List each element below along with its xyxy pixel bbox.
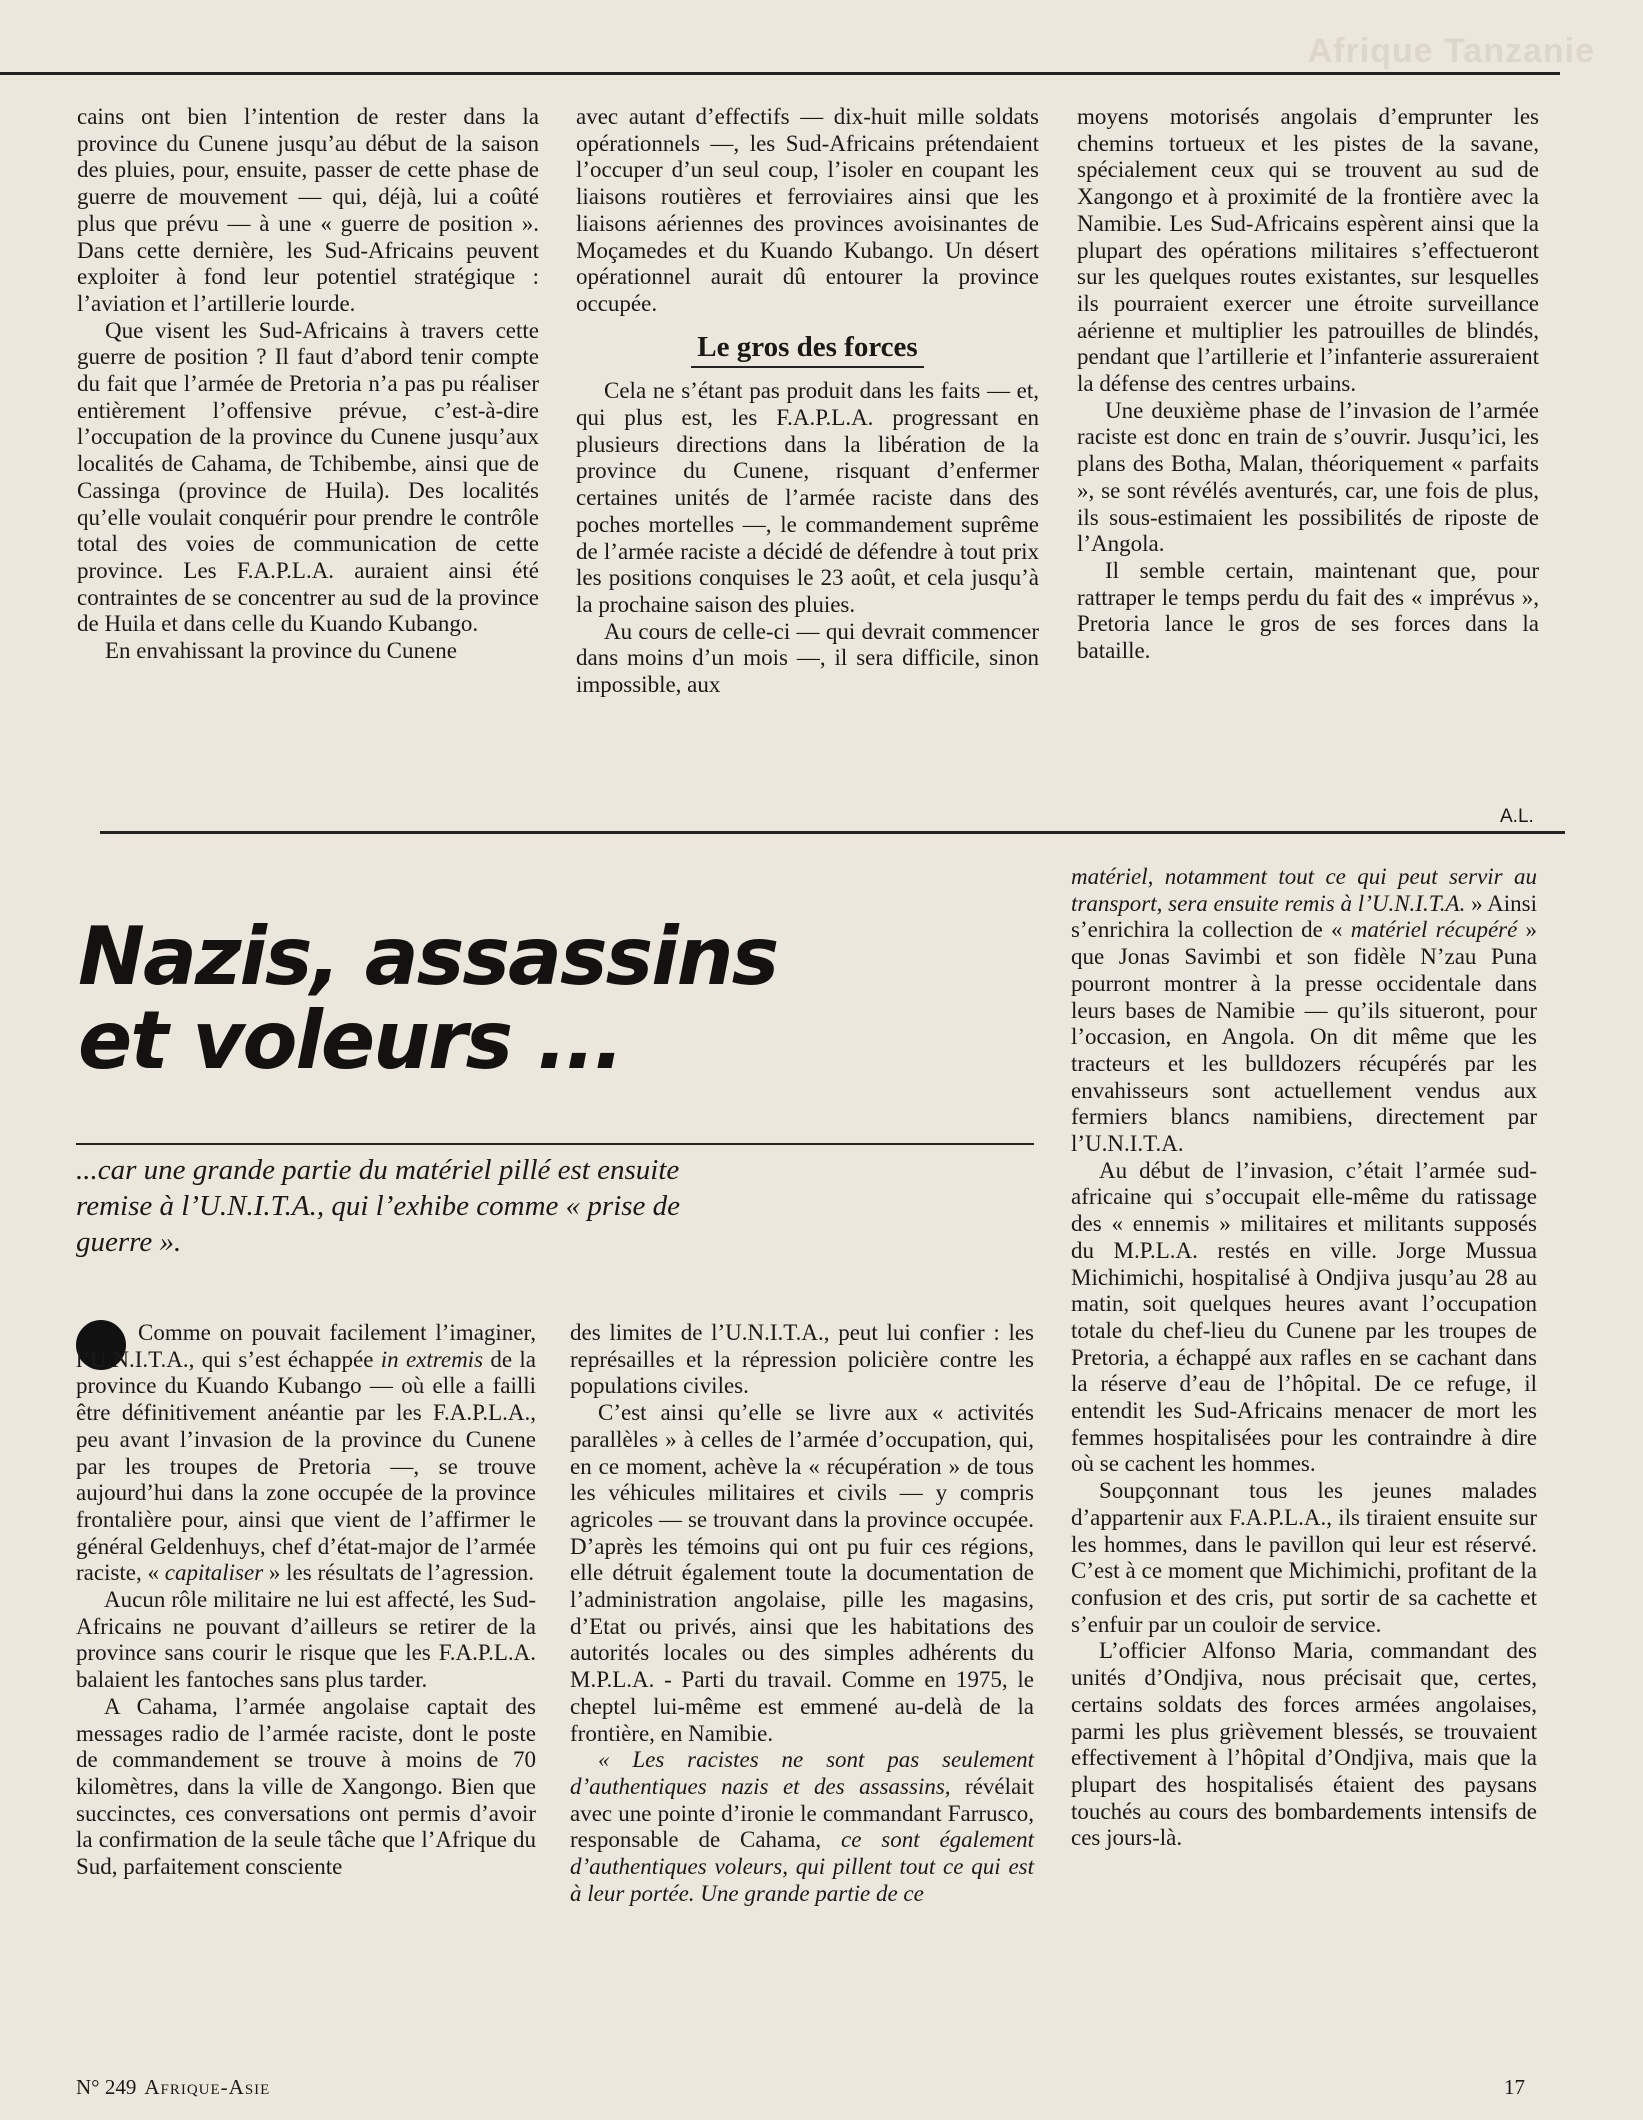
quote-paragraph xyxy=(570,1747,1034,1907)
italic-run: matériel, notamment tout ce qui peut servir au transport, sera ensuite remis à l’U.N.I.T.A. xyxy=(1071,864,1537,916)
text-run: de la province du Kuando Kubango — où elle a failli être définitivement anéantie par les F.A.P.L.A., peu avant l’invasion de la province du Cunene par les troupes de Pretoria —, se trouve aujourd’hui dans la zone occupée de la province frontalière pour, ainsi que vient de l’affirmer le général Geldenhuys, chef d’état-major de l’armée raciste, « xyxy=(76,1346,536,1586)
text-run: » les résultats de l’agression. xyxy=(263,1560,534,1586)
paragraph: Il semble certain, maintenant que, pour rattraper le temps perdu du fait des « imprévus », Pretoria lance le gros de ses forces dans la bataille. xyxy=(1077,557,1539,664)
italic-run: ce sont également d’authentiques voleurs, qui pillent tout ce qui est à leur portée. Une grande partie de ce xyxy=(570,1827,1034,1906)
article-deck: ...car une grande partie du matériel pillé est ensuite remise à l’U.N.I.T.A., qui l’exhibe comme « prise de guerre ». xyxy=(76,1154,681,1258)
top-rule xyxy=(0,72,1560,75)
italic-run: matériel récupéré xyxy=(1350,917,1518,943)
italic-run: capitaliser xyxy=(164,1560,264,1586)
text-run: révélait avec une pointe d’ironie le commandant Farrusco, responsable de Cahama, xyxy=(570,1773,1034,1853)
subheading xyxy=(576,330,1039,369)
paragraph: avec autant d’effectifs — dix-huit mille soldats opérationnels —, les Sud-Africains prétendaient l’occuper d’un seul coup, l’isoler en coupant les liaisons routières et ferroviaires ainsi que les liaisons aériennes des provinces avoisinantes de Moçamedes et du Kuando Kubango. Un désert opérationnel aurait dû entourer la province occupée. xyxy=(576,104,1039,316)
subheading-text: Le gros des forces xyxy=(691,334,923,369)
text-run: » Ainsi s’enrichira la collection de « xyxy=(1071,890,1537,943)
paragraph: Cela ne s’étant pas produit dans les faits — et, qui plus est, les F.A.P.L.A. progressant en plusieurs directions dans la libération de la province du Cunene, risquant d’enfermer certaines unités de l’armée raciste dans des poches mortelles —, le commandement suprême de l’armée raciste a décidé de défendre à tout prix les positions conquises le 23 août, et cela jusqu’à la prochaine saison des pluies. xyxy=(576,378,1039,617)
article-headline: Nazis, assassins et voleurs ... xyxy=(78,910,778,1087)
article2-column-2 xyxy=(570,1320,1034,1907)
italic-run: in extremis xyxy=(380,1346,484,1372)
paragraph: Au début de l’invasion, c’était l’armée sud-africaine qui s’occupait elle-même du ratissage des « ennemis » militaires et militants supposés du M.P.L.A. restés en ville. Jorge Mussua Michimichi, hospitalisé à Ondjiva jusqu’au 28 au matin, soit quelques heures avant l’occupation totale du chef-lieu du Cunene par les troupes de Pretoria, a échappé aux rafles en se cachant dans la réserve d’eau de l’hôpital. De ce refuge, il entendit les Sud-Africains menacer de mort les femmes hospitalisées pour les contraindre à dire où se cachent les hommes. xyxy=(1071,1157,1537,1477)
section-rule xyxy=(100,831,1565,834)
paragraph: moyens motorisés angolais d’emprunter les chemins tortueux et les pistes de la savane, spécialement ceux qui se trouvent au sud de Xangongo et à proximité de la frontière avec la Namibie. Les Sud-Africains espèrent ainsi que la plupart des opérations militaires s’effectueront sur les quelques routes existantes, sur lesquelles ils pourraient exercer une étroite surveillance aérienne et multiplier les patrouilles de blindés, pendant que l’artillerie et l’infanterie assureraient la défense des centres urbains. xyxy=(1077,104,1539,397)
article1-column-1 xyxy=(77,104,539,665)
paragraph: C’est ainsi qu’elle se livre aux « activités parallèles » à celles de l’armée d’occupation, qui, en ce moment, achève la « récupération » de tous les véhicules militaires et civils — y compris agricoles — se trouvant dans la province occupée. D’après les témoins qui ont pu fuir ces régions, elle détruit également toute la documentation de l’administration angolaise, pille les magasins, d’Etat ou privés, ainsi que les habitations des autorités locales ou des simples adhérents du M.P.L.A. - Parti du travail. Comme en 1975, le cheptel lui-même est emmené au-delà de la frontière, en Namibie. xyxy=(570,1400,1034,1746)
paragraph: A Cahama, l’armée angolaise captait des messages radio de l’armée raciste, dont le poste de commandement se trouve à moins de 70 kilomètres, dans la ville de Xangongo. Bien que succinctes, ces conversations ont permis d’avoir la confirmation de la seule tâche que l’Afrique du Sud, parfaitement consciente xyxy=(76,1693,536,1880)
publication-name: Afrique-Asie xyxy=(144,2075,271,2099)
article2-column-1 xyxy=(76,1320,536,1881)
paragraph: des limites de l’U.N.I.T.A., peut lui confier : les représailles et la répression policière contre les populations civiles. xyxy=(570,1320,1034,1399)
italic-run: « Les racistes ne sont pas seulement d’authentiques nazis et des assassins, xyxy=(570,1747,1034,1799)
text-run: » que Jonas Savimbi et son fidèle N’zau Puna pourront montrer à la presse occidentale dans leurs bases de Namibie — qu’ils situeront, pour l’occasion, en Angola. On dit même que les tracteurs et les bulldozers récupérés par les envahisseurs sont actuellement vendus aux fermiers blancs namibiens, directement par l’U.N.I.T.A. xyxy=(1071,917,1538,1157)
deck-rule xyxy=(76,1143,1034,1145)
paragraph: L’officier Alfonso Maria, commandant des unités d’Ondjiva, nous précisait que, certes, certains soldats des forces armées angolaises, parmi les plus grièvement blessés, se trouvaient effectivement à l’hôpital d’Ondjiva, mais que la plupart des hospitalisés étaient des paysans touchés au cours des bombardements intensifs de ces jours-là. xyxy=(1071,1638,1537,1851)
paragraph: Aucun rôle militaire ne lui est affecté, les Sud-Africains ne pouvant d’ailleurs se retirer de la province sans courir le risque que les F.A.P.L.A. balaient les fantoches sans plus tarder. xyxy=(76,1587,536,1693)
paragraph xyxy=(1071,864,1537,1158)
page-number: 17 xyxy=(1504,2075,1525,2099)
paragraph: En envahissant la province du Cunene xyxy=(105,638,457,664)
lead-paragraph xyxy=(76,1320,536,1587)
author-signature: A.L. xyxy=(1500,806,1534,827)
paragraph: Que visent les Sud-Africains à travers cette guerre de position ? Il faut d’abord tenir compte du fait que l’armée de Pretoria n’a pas pu réaliser entièrement l’offensive prévue, c’est-à-dire l’occupation de la province du Cunene jusqu’aux localités de Cahama, de Tchibembe, ainsi que de Cassinga (province de Huila). Des localités qu’elle voulait conquérir pour prendre le contrôle total des voies de communication de cette province. Les F.A.P.L.A. auraient ainsi été contraintes de se concentrer au sud de la province de Huila et dans celle du Kuando Kubango. xyxy=(77,317,539,637)
text-run: Comme on pouvait facilement l’imaginer, l’U.N.I.T.A., qui s’est échappée xyxy=(76,1320,536,1372)
running-head: Afrique Tanzanie xyxy=(1307,32,1595,70)
paragraph: Une deuxième phase de l’invasion de l’armée raciste est donc en train de s’ouvrir. Jusqu’ici, les plans des Botha, Malan, théoriquement « parfaits », se sont révélés aventurés, car, une fois de plus, ils sous-estimaient les possibilités de riposte de l’Angola. xyxy=(1077,397,1539,557)
article1-column-3 xyxy=(1077,104,1539,665)
paragraph: Au cours de celle-ci — qui devrait commencer dans moins d’un mois —, il sera difficile, sinon impossible, aux xyxy=(576,618,1039,698)
issue-number: N° 249 xyxy=(76,2075,137,2099)
paragraph: cains ont bien l’intention de rester dans la province du Cunene jusqu’au début de la saison des pluies, pour, ensuite, passer de cette phase de guerre de mouvement — qui, déjà, lui a coûté plus que prévu — à une « guerre de position ». Dans cette dernière, les Sud-Africains peuvent exploiter à fond leur potentiel stratégique : l’aviation et l’artillerie lourde. xyxy=(77,104,539,316)
paragraph: Soupçonnant tous les jeunes malades d’appartenir aux F.A.P.L.A., ils tiraient ensuite sur les hommes, dans le pavillon qui leur est réservé. C’est à ce moment que Michimichi, profitant de la confusion et des cris, put sortir de sa cachette et s’enfuir par un couloir de service. xyxy=(1071,1478,1537,1637)
article2-column-3 xyxy=(1071,864,1537,1852)
article1-column-2 xyxy=(576,104,1039,699)
page-footer xyxy=(76,2075,270,2100)
